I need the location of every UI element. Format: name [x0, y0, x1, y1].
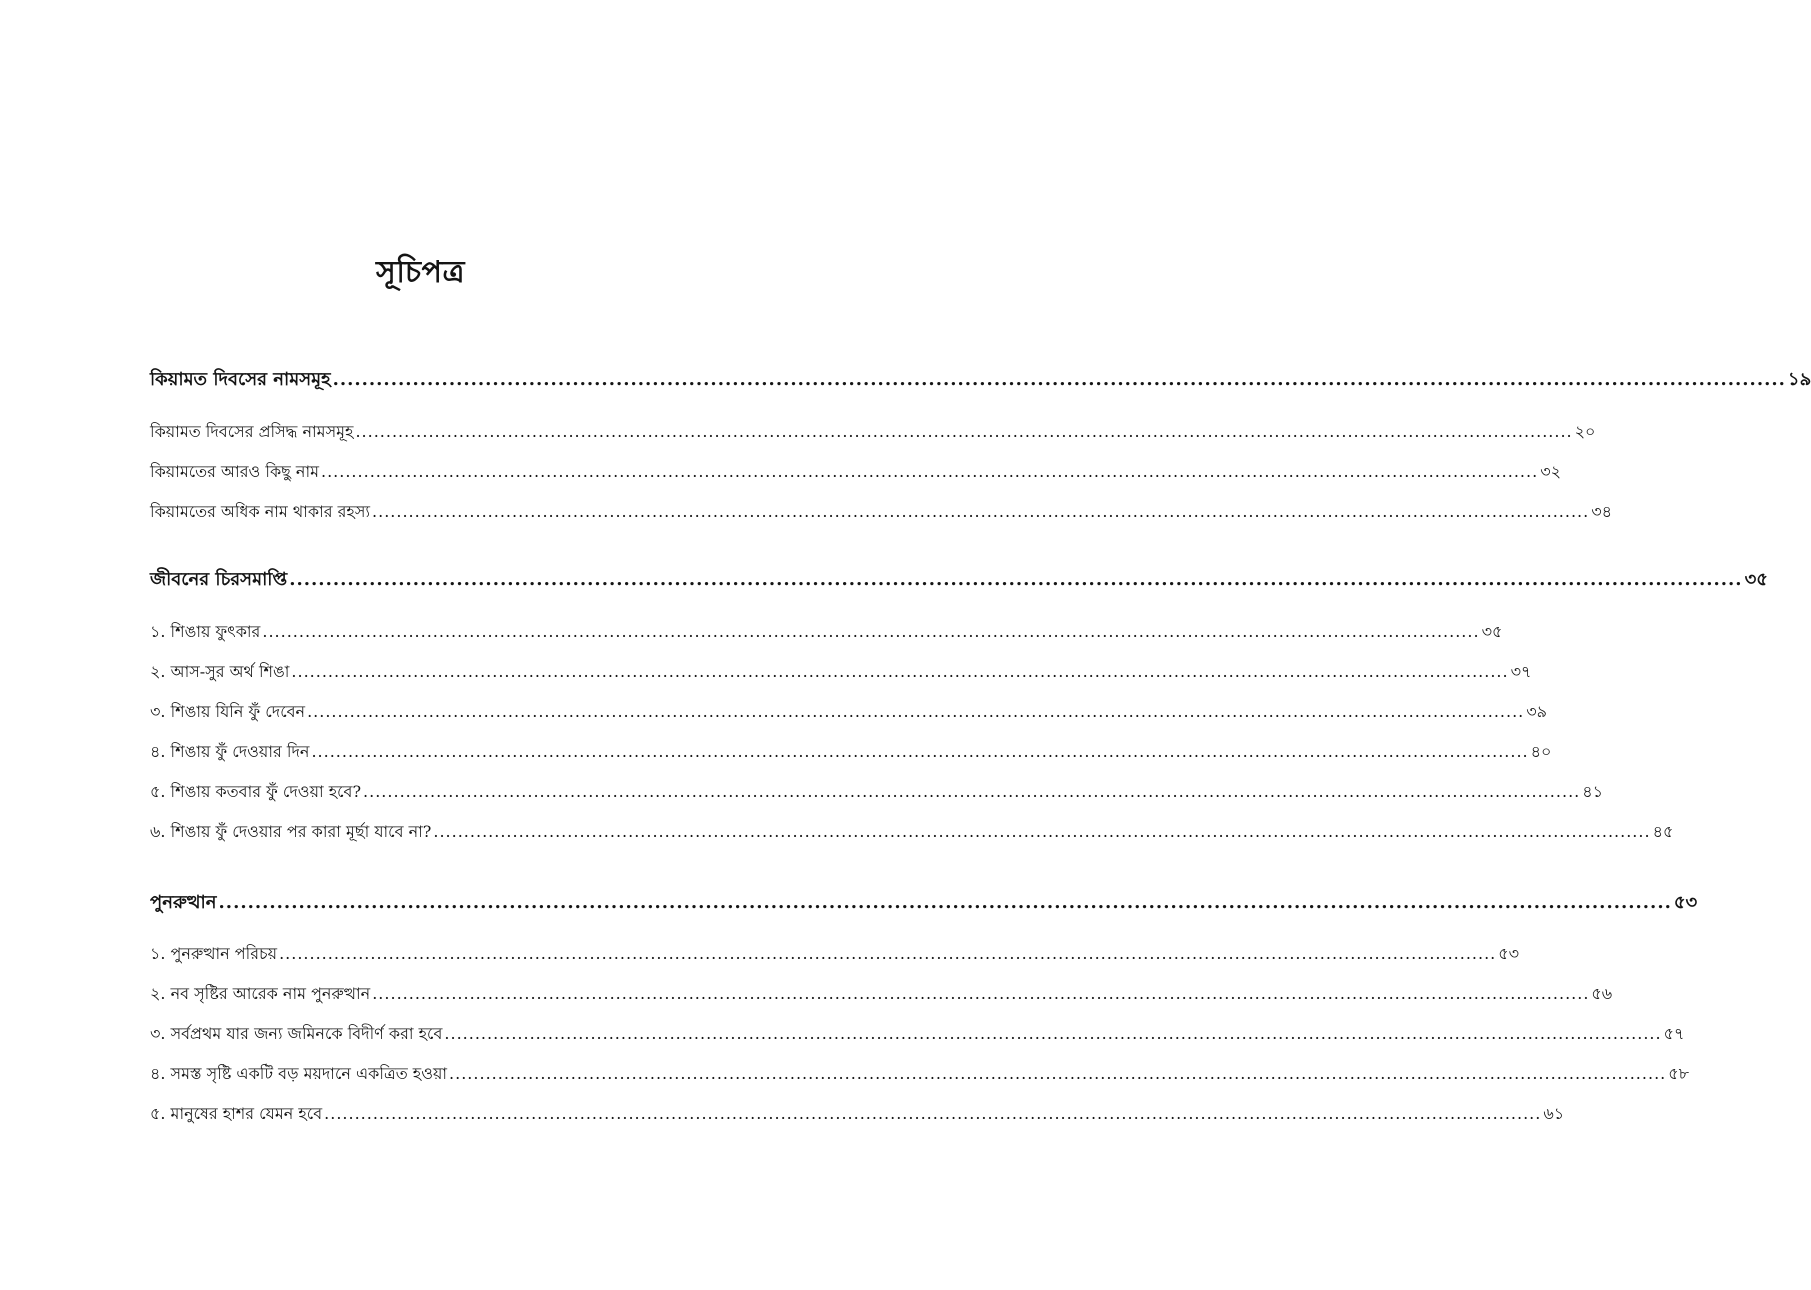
toc-entry[interactable]: [150, 818, 1674, 846]
entry-title: ১. পুনরুত্থান পরিচয়: [150, 944, 278, 963]
entry-page-number: ২০: [1574, 422, 1596, 441]
entry-page-number: ৩৫: [1481, 622, 1503, 641]
entry-title: ৫. মানুষের হাশর যেমন হবে: [150, 1104, 323, 1123]
chapter-page-number: ৫৩: [1673, 892, 1698, 913]
entry-title: ৩. শিঙায় যিনি ফুঁ দেবেন: [150, 702, 306, 721]
dot-leader: ........................................................................................................................................................................................................: [449, 1064, 1667, 1083]
entry-title: ৬. শিঙায় ফুঁ দেওয়ার পর কারা মূর্ছা যাবে না?: [150, 822, 432, 841]
dot-leader: ........................................................................................................................................................................................................: [218, 892, 1672, 913]
dot-leader: ........................................................................................................................................................................................................: [262, 622, 1480, 641]
chapter-page-number: ৩৫: [1744, 569, 1768, 590]
entry-page-number: ৪১: [1582, 782, 1603, 801]
chapter-title: কিয়ামত দিবসের নামসমূহ: [150, 369, 331, 390]
entry-title: ৫. শিঙায় কতবার ফুঁ দেওয়া হবে?: [150, 782, 362, 801]
chapter-heading-1[interactable]: [150, 366, 1811, 394]
toc-entry[interactable]: [150, 418, 1596, 446]
entry-title: ৪. সমস্ত সৃষ্টি একটি বড় ময়দানে একত্রিত হওয়া: [150, 1064, 448, 1083]
dot-leader: ........................................................................................................................................................................................................: [279, 944, 1497, 963]
entry-title: কিয়ামত দিবসের প্রসিদ্ধ নামসমূহ: [150, 422, 354, 441]
chapter-heading-2[interactable]: [150, 566, 1768, 594]
dot-leader: ........................................................................................................................................................................................................: [372, 984, 1590, 1003]
toc-entry[interactable]: [150, 1100, 1565, 1128]
entry-title: কিয়ামতের অধিক নাম থাকার রহস্য: [150, 502, 371, 521]
entry-page-number: ৩২: [1540, 462, 1561, 481]
entry-title: ২. আস-সুর অর্থ শিঙা: [150, 662, 290, 681]
chapter-title: জীবনের চিরসমাপ্তি: [150, 569, 288, 590]
entry-title: ২. নব সৃষ্টির আরেক নাম পুনরুত্থান: [150, 984, 371, 1003]
chapter-heading-3[interactable]: [150, 889, 1698, 917]
dot-leader: ........................................................................................................................................................................................................: [324, 1104, 1542, 1123]
dot-leader: ........................................................................................................................................................................................................: [307, 702, 1525, 721]
dot-leader: ........................................................................................................................................................................................................: [311, 742, 1529, 761]
entry-page-number: ৫৬: [1591, 984, 1613, 1003]
toc-entry[interactable]: [150, 1020, 1685, 1048]
dot-leader: ........................................................................................................................................................................................................: [372, 502, 1590, 521]
toc-entry[interactable]: [150, 1060, 1689, 1088]
dot-leader: ........................................................................................................................................................................................................: [321, 462, 1539, 481]
toc-entry[interactable]: [150, 738, 1552, 766]
dot-leader: ........................................................................................................................................................................................................: [355, 422, 1573, 441]
entry-page-number: ৪৫: [1652, 822, 1674, 841]
dot-leader: ........................................................................................................................................................................................................: [332, 369, 1786, 390]
entry-title: ১. শিঙায় ফুৎকার: [150, 622, 261, 641]
entry-page-number: ৩৯: [1526, 702, 1548, 721]
page-title: সূচিপত্র: [376, 255, 465, 290]
entry-page-number: ৬১: [1543, 1104, 1565, 1123]
toc-entry[interactable]: [150, 778, 1603, 806]
entry-page-number: ৫৩: [1498, 944, 1520, 963]
entry-title: কিয়ামতের আরও কিছু নাম: [150, 462, 319, 481]
toc-entry[interactable]: [150, 618, 1503, 646]
dot-leader: ........................................................................................................................................................................................................: [291, 662, 1509, 681]
entry-page-number: ৫৮: [1668, 1064, 1689, 1083]
toc-entry[interactable]: [150, 980, 1613, 1008]
dot-leader: ........................................................................................................................................................................................................: [363, 782, 1581, 801]
toc-entry[interactable]: [150, 658, 1532, 686]
entry-page-number: ৫৭: [1663, 1024, 1685, 1043]
toc-entry[interactable]: [150, 498, 1613, 526]
chapter-page-number: ১৯: [1787, 369, 1811, 390]
toc-entry[interactable]: [150, 940, 1520, 968]
entry-page-number: ৪০: [1530, 742, 1552, 761]
dot-leader: ........................................................................................................................................................................................................: [444, 1024, 1662, 1043]
dot-leader: ........................................................................................................................................................................................................: [289, 569, 1743, 590]
entry-page-number: ৩৪: [1591, 502, 1613, 521]
toc-entry[interactable]: [150, 458, 1561, 486]
chapter-title: পুনরুত্থান: [150, 892, 217, 913]
entry-title: ৪. শিঙায় ফুঁ দেওয়ার দিন: [150, 742, 310, 761]
toc-entry[interactable]: [150, 698, 1548, 726]
entry-page-number: ৩৭: [1510, 662, 1532, 681]
dot-leader: ........................................................................................................................................................................................................: [433, 822, 1651, 841]
entry-title: ৩. সর্বপ্রথম যার জন্য জমিনকে বিদীর্ণ করা হবে: [150, 1024, 443, 1043]
